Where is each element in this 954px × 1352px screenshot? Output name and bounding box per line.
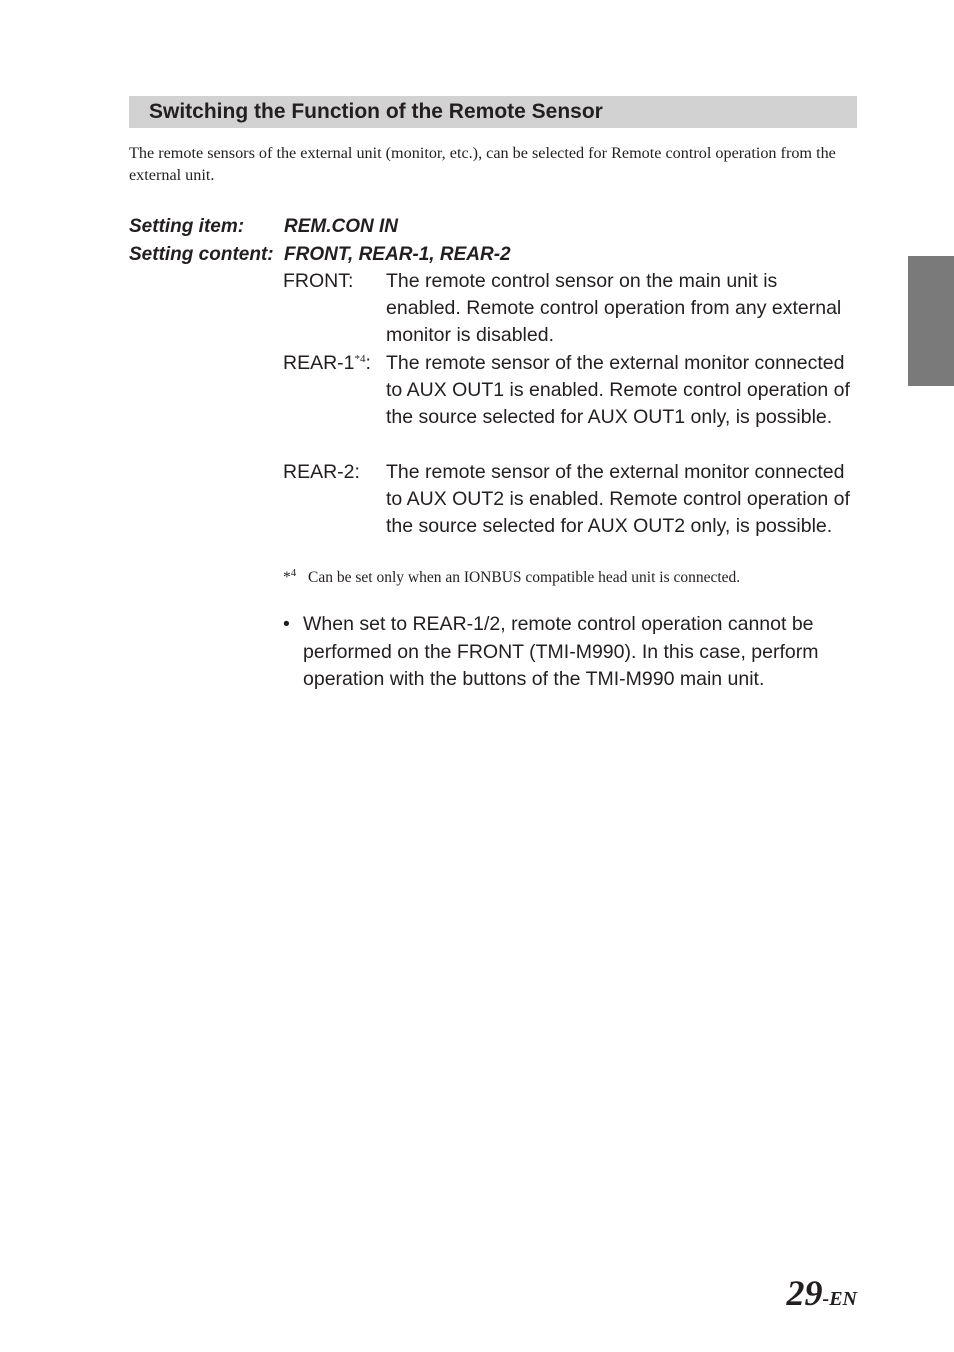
footnote-reference: *4	[354, 353, 366, 365]
option-description: The remote sensor of the external monitor connected to AUX OUT2 is enabled. Remote control operation of the source selected for AUX OUT2 only, is possible.	[386, 461, 850, 538]
option-key	[283, 350, 371, 377]
option-key: REAR-2:	[283, 461, 360, 483]
footnote-text: Can be set only when an IONBUS compatible head unit is connected.	[308, 569, 741, 586]
option-description: The remote control sensor on the main unit is enabled. Remote control operation from any external monitor is disabled.	[386, 270, 842, 347]
page-number-suffix: -EN	[822, 1288, 857, 1310]
setting-item-label: Setting item:	[129, 216, 245, 237]
footnote	[283, 568, 740, 588]
bullet-icon: •	[283, 613, 290, 635]
setting-item-row	[129, 214, 398, 240]
option-description: The remote sensor of the external monitor connected to AUX OUT1 is enabled. Remote control operation of the source selected for AUX OUT1 only, is possible.	[386, 352, 850, 429]
page-number-value: 29	[786, 1273, 823, 1313]
setting-item-value: REM.CON IN	[284, 216, 398, 237]
footnote-mark	[283, 568, 308, 588]
option-key: FRONT:	[283, 270, 354, 292]
setting-content-row	[129, 242, 511, 268]
setting-content-value: FRONT, REAR-1, REAR-2	[284, 244, 511, 265]
intro-paragraph: The remote sensors of the external unit (monitor, etc.), can be selected for Remote control operation from the external unit.	[129, 144, 836, 184]
page-number	[787, 1273, 857, 1313]
chapter-thumb-tab	[908, 256, 954, 386]
footnote-number: 4	[290, 567, 297, 579]
option-key-colon: :	[365, 352, 371, 374]
section-header-bar	[129, 96, 857, 128]
note-text: When set to REAR-1/2, remote control operation cannot be performed on the FRONT (TMI-M990). In this case, perform operation with the buttons of the TMI-M990 main unit.	[303, 613, 819, 690]
setting-content-label: Setting content:	[129, 244, 274, 265]
footnote-asterisk: *	[283, 569, 291, 586]
option-key-text: REAR-1	[283, 352, 355, 374]
section-title: Switching the Function of the Remote Sensor	[149, 100, 603, 123]
